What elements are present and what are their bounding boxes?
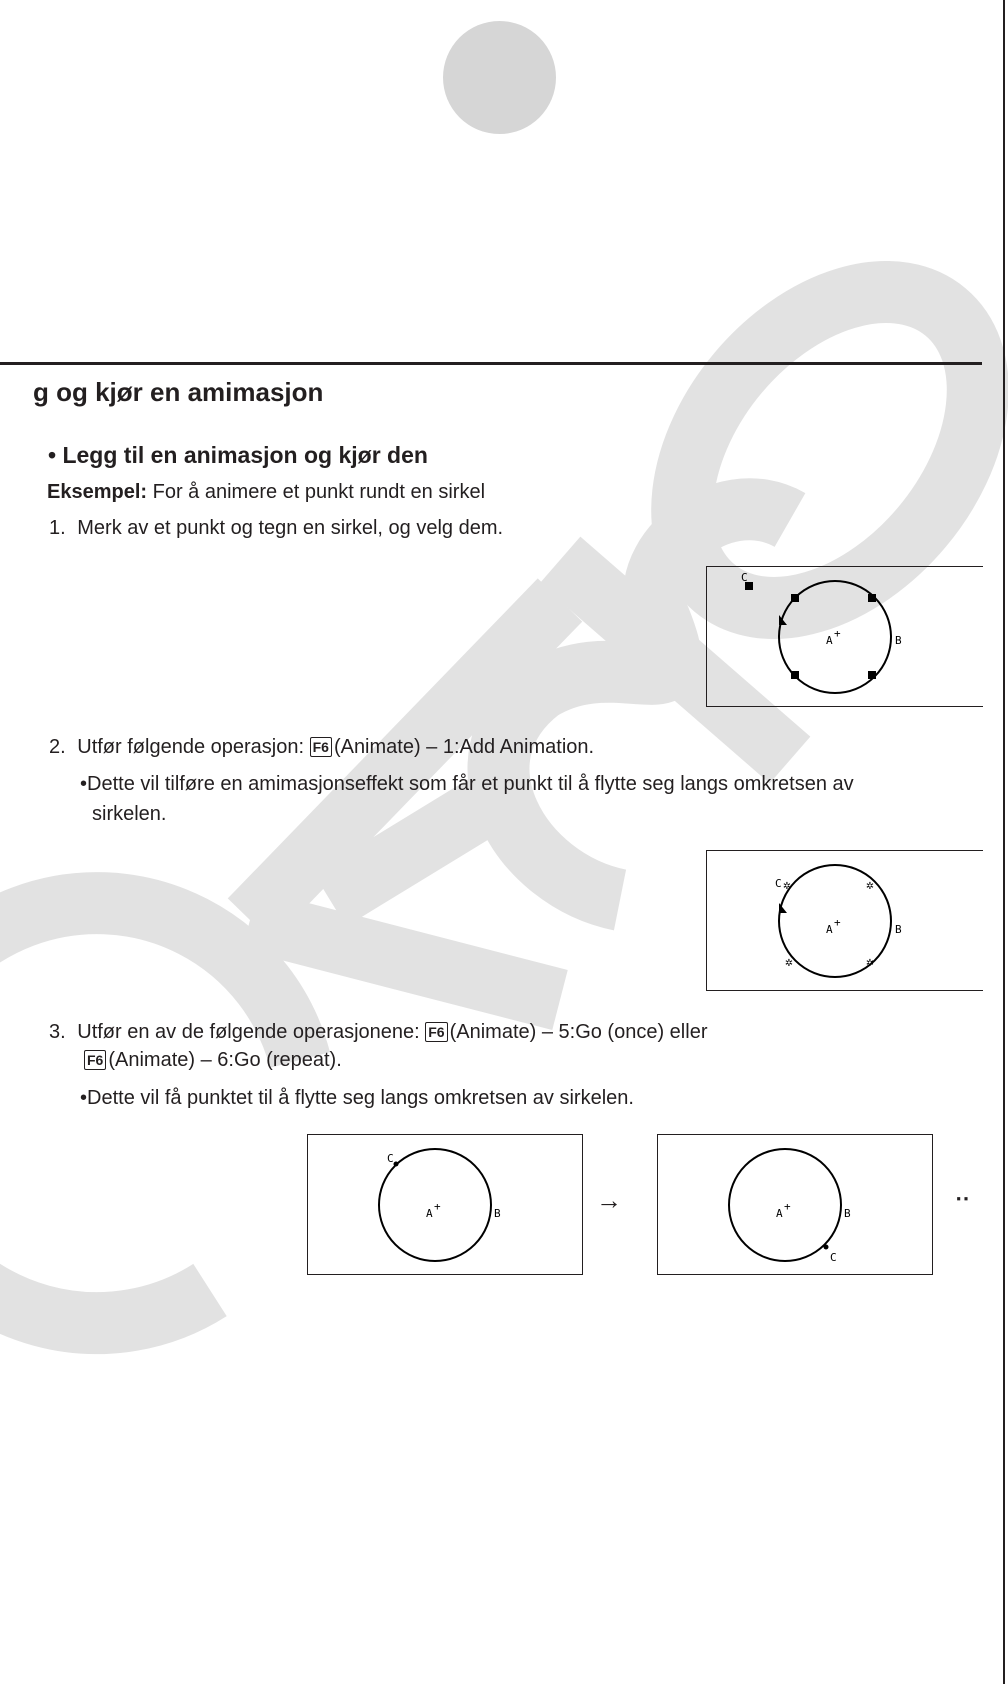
svg-text:B: B bbox=[895, 634, 902, 647]
calculator-screen-1 bbox=[706, 566, 983, 707]
note-line-2: sirkelen. bbox=[92, 803, 167, 825]
f6-key-icon: F6 bbox=[310, 737, 332, 757]
section-divider bbox=[0, 362, 982, 365]
f6-key-icon: F6 bbox=[425, 1022, 447, 1042]
step-text: Merk av et punkt og tegn en sirkel, og velg dem. bbox=[77, 517, 504, 539]
bullet-icon: • bbox=[48, 442, 63, 468]
calculator-screen-3b bbox=[657, 1134, 933, 1275]
subsection-title bbox=[48, 442, 428, 469]
step-text: Utfør en av de følgende operasjonene: bbox=[77, 1021, 420, 1043]
calculator-screen-2 bbox=[706, 850, 983, 991]
step-1 bbox=[49, 517, 503, 540]
svg-text:✲: ✲ bbox=[785, 955, 793, 970]
svg-text:✲: ✲ bbox=[866, 878, 874, 893]
example-label: Eksempel: bbox=[47, 481, 148, 503]
f6-key-icon: F6 bbox=[84, 1050, 106, 1070]
step-3 bbox=[49, 1021, 707, 1044]
step-3-note bbox=[80, 1087, 634, 1110]
svg-text:C: C bbox=[830, 1251, 837, 1264]
step-text: Utfør følgende operasjon: bbox=[77, 736, 305, 758]
example-text: For å animere et punkt rundt en sirkel bbox=[152, 481, 486, 503]
svg-text:A: A bbox=[826, 634, 833, 647]
page-edge-line bbox=[1003, 0, 1005, 1684]
step-text-line-2: (Animate) – 6:Go (repeat). bbox=[108, 1049, 342, 1071]
svg-text:C: C bbox=[775, 877, 782, 890]
svg-text:B: B bbox=[494, 1207, 501, 1220]
arrow-icon: → bbox=[596, 1185, 622, 1215]
svg-text:+: + bbox=[834, 627, 841, 640]
step-number: 2. bbox=[49, 736, 66, 758]
step-text-after: (Animate) – 5:Go (once) eller bbox=[449, 1021, 708, 1043]
bullet-icon: • bbox=[80, 1087, 88, 1109]
svg-text:B: B bbox=[844, 1207, 851, 1220]
step-2-note bbox=[80, 773, 854, 796]
svg-text:C: C bbox=[741, 571, 748, 584]
svg-text:A: A bbox=[826, 923, 833, 936]
step-3-line-2 bbox=[84, 1049, 342, 1072]
svg-text:A: A bbox=[426, 1207, 433, 1220]
calculator-screen-3a bbox=[307, 1134, 583, 1275]
svg-text:B: B bbox=[895, 923, 902, 936]
svg-text:+: + bbox=[434, 1200, 441, 1213]
continuation-dots: ‥ bbox=[955, 1180, 970, 1205]
example-line bbox=[47, 481, 485, 504]
svg-text:+: + bbox=[834, 916, 841, 929]
note-line-1: Dette vil tilføre en amimasjonseffekt som får et punkt til å flytte seg langs omkretsen av bbox=[87, 773, 854, 795]
svg-text:C: C bbox=[387, 1152, 394, 1165]
section-title: g og kjør en amimasjon bbox=[33, 377, 324, 407]
step-number: 3. bbox=[49, 1021, 66, 1043]
svg-text:✲: ✲ bbox=[866, 955, 874, 970]
svg-text:A: A bbox=[776, 1207, 783, 1220]
step-text-after: (Animate) – 1:Add Animation. bbox=[333, 736, 595, 758]
bullet-icon: • bbox=[80, 773, 88, 795]
page-tab-marker bbox=[443, 21, 556, 134]
svg-text:✲: ✲ bbox=[783, 878, 791, 893]
note-line-1: Dette vil få punktet til å flytte seg langs omkretsen av sirkelen. bbox=[87, 1087, 634, 1109]
step-2 bbox=[49, 736, 594, 759]
subsection-title-text: Legg til en animasjon og kjør den bbox=[62, 442, 428, 468]
step-number: 1. bbox=[49, 517, 66, 539]
svg-text:+: + bbox=[784, 1200, 791, 1213]
